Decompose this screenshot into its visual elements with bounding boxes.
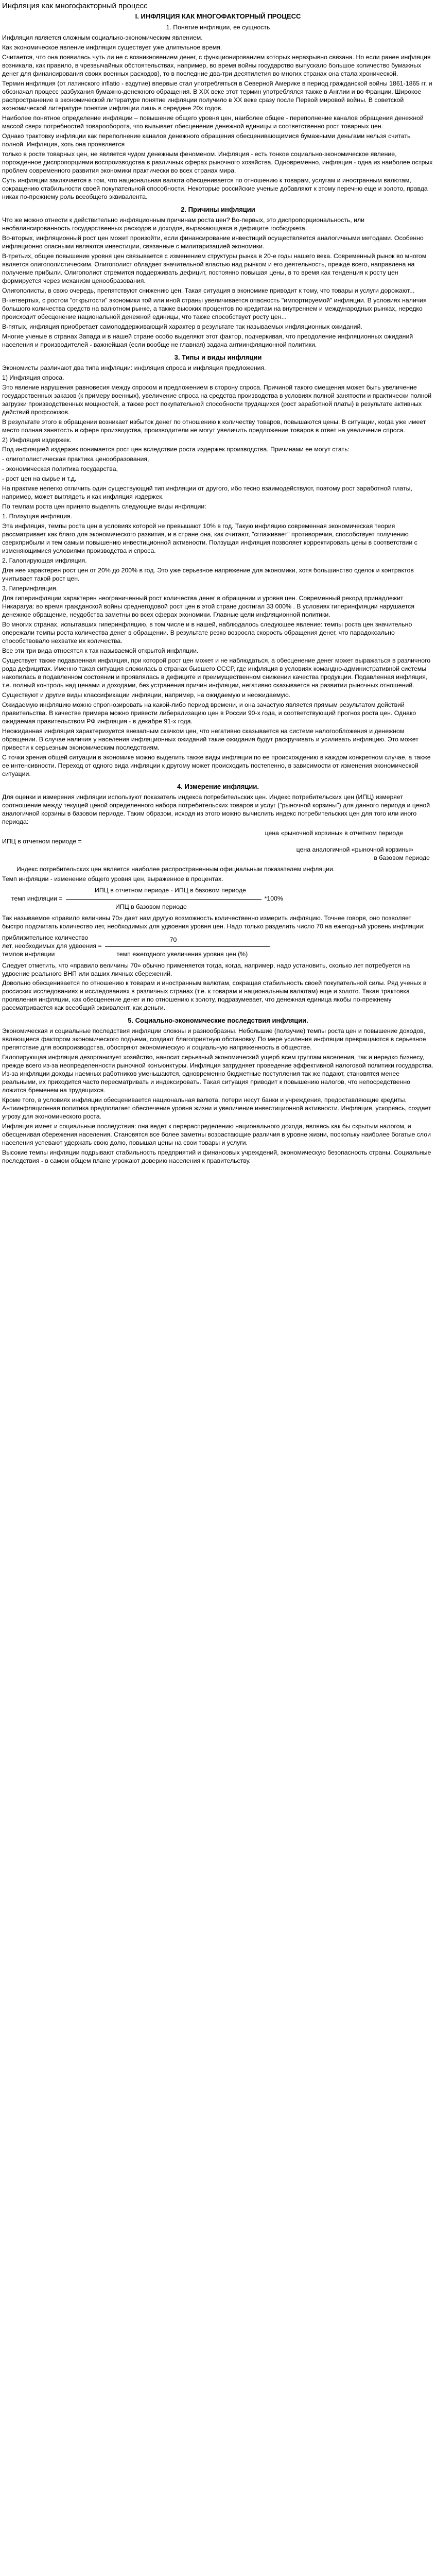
formula-numerator: цена «рыночной корзины» в отчетном периоде: [265, 829, 403, 837]
paragraph: Эта инфляция, темпы роста цен в условиях которой не превышают 10% в год. Такую инфляцию современная экономическая теория рассматривает как благо для экономического развития, и в стране она, как считают, "сглаживает" противоречия, способствует получению сверхприбыли и тем самым повышению инвестиционной активности. Ползущая инфляция позволяет корректировать цены в соответствии с изменяющимися условиями производства и спроса.: [2, 522, 417, 555]
paragraph: В-пятых, инфляция приобретает самоподдерживающий характер в результате так называемых инфляционных ожиданий.: [2, 323, 362, 330]
paragraph: Существуют и другие виды классификации инфляции, например, на ожидаемую и неожидаемую.: [2, 691, 291, 699]
paragraph: Под инфляцией издержек понимается рост цен вследствие роста издержек производства. Причинами ее могут стать:: [2, 446, 350, 453]
formula-denominator: ИПЦ в базовом периоде: [115, 903, 187, 910]
rule-of-70-formula: [2, 934, 434, 959]
formula-denominator: цена аналогичной «рыночной корзины»: [296, 845, 413, 853]
formula-numerator: 70: [169, 936, 177, 943]
section-4-body: [2, 793, 434, 1013]
paragraph: В-четвертых, с ростом "открытости" экономики той или иной страны увеличивается опасность "импортируемой" инфляции. В условиях наличия большого количества средств на валютном рынке, а также высоких процентов по кредитам на внутреннем и международных рынках, нередко происходит обесценение национальной денежной единицы, что также способствует росту цен...: [2, 296, 427, 320]
section-2-heading: 2. Причины инфляции: [181, 206, 255, 214]
paragraph: - рост цен на сырье и т.д.: [2, 475, 77, 483]
paragraph: Наиболее понятное определение инфляции – повышение общего уровня цен, наиболее общее - переполнение каналов обращения денежной массой сверх потребностей товарооборота, что вызывает обесценение денежной единицы и соответственно рост товарных цен.: [2, 114, 424, 130]
paragraph: В-третьих, общее повышение уровня цен связывается с изменением структуры рынка в 20-е годы нашего века. Современный рынок во многом является олигополистическим. Олигополист обладает значительной властью над рынком и его деятельность, прежде всего, направлена на получение прибыли. Олигополист стремится поддерживать дефицит, постоянно повышая цены, в то время как тенденция к росту цен формируется через механизм ценообразования.: [2, 252, 427, 284]
paragraph: 1. Ползущая инфляция.: [2, 513, 73, 520]
paragraph: Олигополисты, в свою очередь, препятствуют снижению цен. Такая ситуация в экономике приводит к тому, что товары и услуги дорожают...: [2, 286, 415, 294]
cpi-formula: [2, 829, 434, 862]
main-heading: I. ИНФЛЯЦИЯ КАК МНОГОФАКТОРНЫЙ ПРОЦЕСС: [135, 12, 301, 20]
formula-lhs-line-2: лет, необходимых для удвоения =: [2, 942, 102, 950]
paragraph: Что же можно отнести к действительно инфляционным причинам роста цен? Во-первых, это диспропорциональность, или несбалансированность государственных расходов и доходов, выражающаяся в дефиците госбюджета.: [2, 216, 365, 232]
paragraph: Для нее характерен рост цен от 20% до 200% в год. Это уже серьезное напряжение для экономики, хотя большинство сделок и контрактов учитывает такой рост цен.: [2, 567, 414, 583]
section-5-body: [2, 1027, 434, 1165]
paragraph: Темп инфляции - изменение общего уровня цен, выраженное в процентах.: [2, 875, 223, 883]
paragraph: 1) Инфляция спроса.: [2, 374, 64, 381]
formula-lhs: ИПЦ в отчетном периоде =: [2, 837, 82, 845]
section-3-body: [2, 364, 434, 778]
paragraph: Это явление нарушения равновесия между спросом и предложением в сторону спроса. Причиной такого смещения может быть увеличение государственных заказов (к примеру военных), увеличение спроса на средства производства в условиях полной занятости и практически полной загрузки производственных мощностей, а также рост покупательной способности трудящихся (рост заработной платы) в результате активных действий профсоюзов.: [2, 383, 432, 416]
paragraph: Суть инфляции заключается в том, что национальная валюта обесценивается по отношению к товарам, услугам и иностранным валютам, сокращению стабильности своей покупательной способности. Некоторые российские ученые добавляют к этому перечню еще и золото, правда никак по-прежнему роль всеобщего эквивалента.: [2, 177, 428, 201]
formula-denominator-period: в базовом периоде: [374, 854, 430, 861]
paragraph: Для гиперинфляции характерен неограниченный рост количества денег в обращении и уровня цен. Современный рекорд принадлежит Никарагуа: во время гражданской войны среднегодовой рост цен в этой стране достигал 33 000% . В условиях гиперинфляции нарушается денежное обращение, неудобства заметны во всех сферах экономики. Главные цели инфляционной политики.: [2, 595, 414, 619]
paragraph: 2. Галопирующая инфляция.: [2, 557, 87, 565]
paragraph: Высокие темпы инфляции подрывают стабильность предприятий и финансовых учреждений, экономическую безопасность страны. Социальные последствия - в самом общем плане угрожают доверию населения к правительству.: [2, 1149, 431, 1165]
paragraph: Ожидаемую инфляцию можно спрогнозировать на какой-либо период времени, и она зачастую является прямым результатом действий правительства. В качестве примера можно привести либерализацию цен в России 90-х года, и соответствующий прогноз роста цен. Однако ожидаемая правительством РФ инфляция - в декабре 91-х года.: [2, 701, 416, 725]
document-title: Инфляция как многофакторный процесс: [2, 2, 148, 10]
section-2-body: [2, 216, 434, 349]
paragraph: Считается, что она появилась чуть ли не с возникновением денег, с функционированием которых неразрывно связана. Но если ранее инфляция возникала, как правило, в чрезвычайных обстоятельствах, например, во время войны государство выпускало большое количество бумажных денег для финансирования своих военных расходов), то в последние два-три десятилетия во многих странах она стала хронической.: [2, 54, 431, 78]
paragraph: В результате этого в обращении возникает избыток денег по отношению к количеству товаров, повышаются цены. В ситуации, когда уже имеет место полная занятость и сфере производства, производители не могут увеличить предложение товаров в ответ на увеличение спроса.: [2, 418, 426, 434]
paragraph: 3. Гиперинфляция.: [2, 585, 58, 592]
paragraph: Однако трактовку инфляции как переполнение каналов денежного обращения обесценивающимися бумажными деньгами нельзя считать полной. Инфляция, хоть она проявляется: [2, 132, 411, 148]
paragraph: Неожиданная инфляция характеризуется внезапным скачком цен, что негативно сказывается на системе налогообложения и денежном обращении. В случае наличия у населения инфляционных ожиданий такие ожидания будут раскручивать и усиливать инфляцию. Это может привести к серьезным экономическим последствиям.: [2, 727, 418, 751]
paragraph: По темпам роста цен принято выделять следующие виды инфляции:: [2, 503, 206, 511]
paragraph: Для оценки и измерения инфляции используют показатель индекса потребительских цен. Индекс потребительских цен (ИПЦ) измеряет соотношение между текущей ценой определенного набора потребительских товаров и услуг ("рыночной корзины") для данного периода и ценой аналогичной корзины в базовом периоде. Таким образом, исходя из этого можно вычислить индекс потребительских цен для того или иного периода:: [2, 793, 430, 825]
section-1-body: [2, 34, 434, 201]
paragraph: Многие ученые в странах Запада и в нашей стране особо выделяют этот фактор, подчеркивая, что преодоление инфляционных ожиданий населения и производителей - важнейшая (если вообще не главная) задача антиинфляционной политики.: [2, 332, 413, 348]
formula-lhs: темп инфляции =: [11, 894, 63, 902]
inflation-rate-formula: [2, 887, 434, 911]
paragraph: Как экономическое явление инфляция существует уже длительное время.: [2, 44, 222, 52]
formula-lhs-line-1: приблизительное количество: [2, 934, 89, 941]
paragraph: Инфляция имеет и социальные последствия: она ведет к перераспределению национального дохода, являясь как бы скрытым налогом, и обесценивая сбережения населения. Становятся все более заметны возрастающие различия в уровне жизни, поскольку наиболее богатые слои населения успевают удержать свою долю, повышая цены на свои товары и услуги.: [2, 1123, 431, 1147]
paragraph: Следует отметить, что «правило величины 70» обычно применяется тогда, когда, например, надо установить, сколько лет потребуется на удвоение реального ВНП или ваших личных сбережений.: [2, 961, 410, 977]
formula-numerator: ИПЦ в отчетном периоде - ИПЦ в базовом периоде: [95, 886, 246, 894]
paragraph: только в росте товарных цен, не является чудом денежным феноменом. Инфляция - есть тонкое социально-экономическое явление, порожденное диспропорциями воспроизводства в различных сферах рыночного хозяйства. Одновременно, инфляция - одна из наиболее острых проблем современного развития экономики практически во всех странах мира.: [2, 150, 433, 175]
paragraph: Инфляция является сложным социально-экономическим явлением.: [2, 34, 203, 42]
paragraph: Так называемое «правило величины 70» дает нам другую возможность количественно измерить инфляцию. Точнее говоря, оно позволяет быстро подсчитать количество лет, необходимых для удвоения уровня цен. Надо только разделить число 70 на ежегодный уровень инфляции:: [2, 914, 425, 930]
paragraph: С точки зрения общей ситуации в экономике можно выделить также виды инфляции по ее происхождению в каждом конкретном случае, а также ее интенсивности. Переход от одного вида инфляции к другому может происходить постепенно, в зависимости от изменения экономической ситуации.: [2, 753, 431, 777]
paragraph: Экономисты различают два типа инфляции: инфляция спроса и инфляция предложения.: [2, 364, 266, 371]
section-5-heading: 5. Социально-экономические последствия инфляции.: [128, 1016, 308, 1025]
fraction-bar: [66, 899, 261, 903]
paragraph: Во многих странах, испытавших гиперинфляцию, в том числе и в нашей, наблюдалось следующее явление: темпы роста цен значительно опережали темпы роста количества денег в обращении. В результате резко возросла скорость обращения денег, что парадоксально способствовало нехватке их количества.: [2, 621, 412, 645]
document-page: [0, 0, 436, 1173]
section-4-heading: 4. Измерение инфляции.: [177, 782, 259, 790]
paragraph: Экономическая и социальные последствия инфляции сложны и разнообразны. Небольшие (ползучие) темпы роста цен и повышение доходов, являющиеся фактором экономического подъема, создают благоприятную обстановку. По мере усиления инфляции превращаются в серьезное препятствие для воспроизводства, обостряют экономическую и социальную напряженность в обществе.: [2, 1027, 426, 1052]
section-1-heading: 1. Понятие инфляции, ее сущность: [166, 24, 270, 31]
paragraph: Индекс потребительских цен является наиболее распространенным официальным показателем инфляции.: [16, 865, 335, 873]
paragraph: 2) Инфляция издержек.: [2, 436, 72, 444]
paragraph: Термин инфляция (от латинского inflatio - вздутие) впервые стал употребляться в Северной Америке в период гражданской войны 1861-1865 гг. и обозначал процесс разбухания бумажно-денежного обращения. В XIX веке этот термин употреблялся также в Англии и во Франции. Широкое распространение в экономической литературе понятие инфляции получило в XX веке сразу после Первой мировой войны. В советской экономической литературе понятие инфляции лишь в середине 20х годов.: [2, 80, 432, 112]
formula-lhs-line-3: темпов инфляции: [2, 950, 55, 958]
paragraph: Существует также подавленная инфляция, при которой рост цен может и не наблюдаться, а обесценение денег может выражаться в различного рода дефицитах. Именно такая ситуация сложилась в странах бывшего СССР, где инфляция в условиях командно-административной системы накопилась в подавленном состоянии и проявлялась в дефиците и преимущественном снижении качества продукции. Подавленная инфляция, т.е. полный контроль над ценами и доходами, без устранения причин инфляции, негативно сказывается на развитии рыночных отношений.: [2, 657, 431, 689]
paragraph: Довольно обесценивается по отношению к товарам и иностранным валютам, сокращая стабильность своей покупательной силы. Ряд ученых в россиских исследованиях и исследованиях в различных странах (т.е. к товарам и национальным валютам) еще и золото. Такая трактовка проявления инфляции, как обесценение денег и по отношению к золоту, подразумевает, что денежная единица якобы по-прежнему рассматривается как всеобщий эквивалент, как деньги.: [2, 979, 427, 1012]
section-3-heading: 3. Типы и виды инфляции: [174, 353, 262, 361]
fraction-bar: [105, 946, 270, 951]
paragraph: - олигополистическая практика ценообразования,: [2, 455, 149, 463]
paragraph: Во-вторых, инфляционный рост цен может произойти, если финансирование инвестиций осуществляется аналогичными методами. Особенно инфляционно опасными являются инвестиции, связанные с милитаризацией экономики.: [2, 234, 424, 250]
formula-denominator: темп ежегодного увеличения уровня цен (%): [116, 950, 248, 958]
paragraph: Галопирующая инфляция дезорганизует хозяйство, наносит серьезный экономический ущерб всем группам населения, так и нередко бизнесу, прежде всего из-за неопределенности рыночной конъюнктуры. Инфляция затрудняет проведение эффективной налоговой политики государства. Из-за инфляции доходы наемных работников уменьшаются, одновременно бюджетные поступления так же падают, становятся менее реальными, их приходится часто пересматривать и индексировать. Такая ситуация приводит к повышению налогов, что непосредственно ложится бременем на трудящихся.: [2, 1054, 433, 1094]
formula-multiplier: *100%: [264, 894, 283, 902]
paragraph: - экономическая политика государства,: [2, 465, 118, 473]
paragraph: Все эти три вида относятся к так называемой открытой инфляции.: [2, 647, 199, 655]
paragraph: На практике нелегко отличить один существующий тип инфляции от другого, ибо тесно взаимодействуют, поэтому рост заработной платы, например, может выглядеть и как инфляция издержек.: [2, 485, 412, 501]
paragraph: Кроме того, в условиях инфляции обесценивается национальная валюта, потери несут банки и учреждения, предоставляющие кредиты. Антиинфляционная политика предполагает обеспечение уровня жизни и увеличение инвестиционной активности. Инфляция, ускоряясь, создает угрозу для экономического роста.: [2, 1096, 431, 1121]
